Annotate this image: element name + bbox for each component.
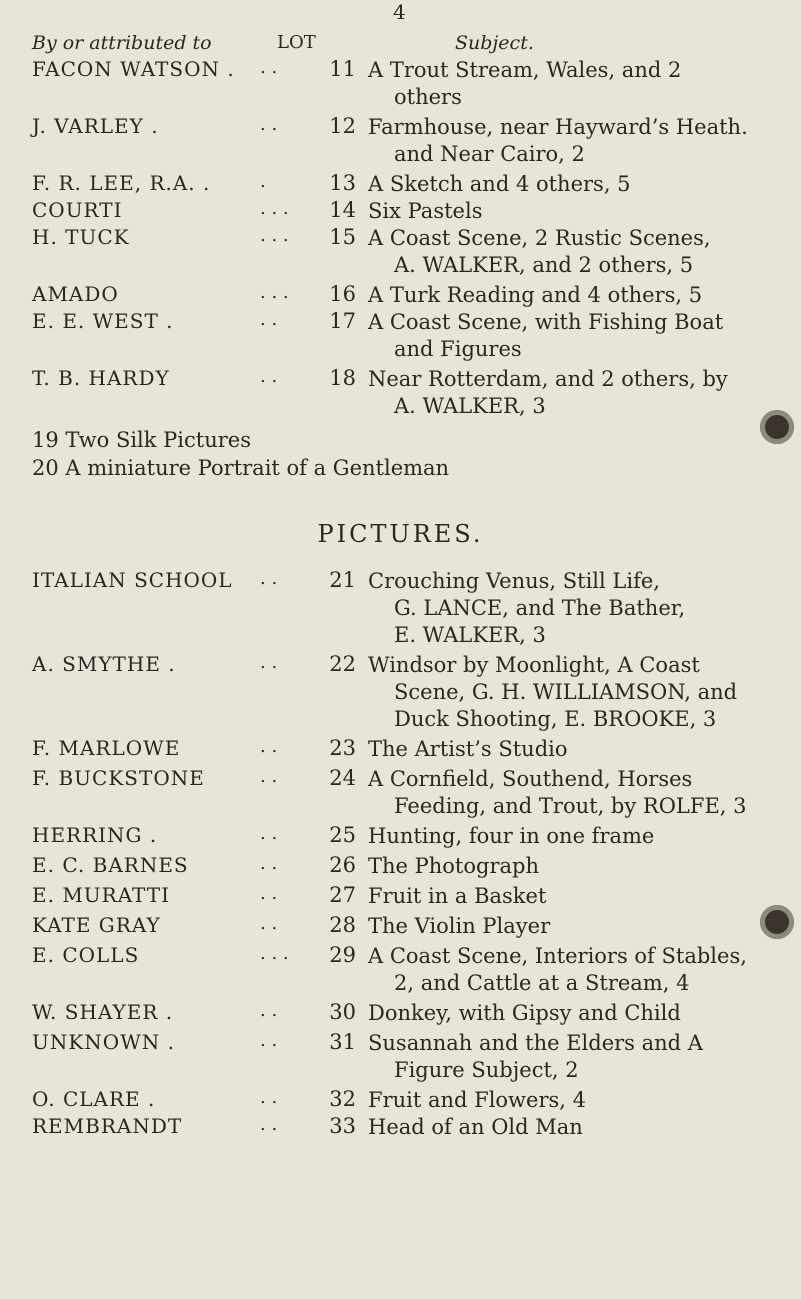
lot-number: 28 [329,913,356,937]
subject-line: A Cornfield, Southend, Horses [368,767,693,791]
lot-artist: FACON WATSON . [32,57,235,81]
lot-subject [368,366,788,420]
subject-line: Head of an Old Man [368,1115,583,1139]
lot-artist: E. C. BARNES [32,853,189,877]
lot-artist: F. BUCKSTONE [32,766,205,790]
lot-number: 32 [329,1087,356,1111]
lot-number: 31 [329,1030,356,1054]
subject-line: Windsor by Moonlight, A Coast [368,653,700,677]
leader-dots: . . [260,57,278,78]
leader-dots: . . [260,1030,278,1051]
lot-subject [368,57,788,111]
leader-dots: . . [260,114,278,135]
header-subject: Subject. [455,32,534,54]
subject-line: A Coast Scene, Interiors of Stables, [368,944,747,968]
subject-line: A Coast Scene, with Fishing Boat [368,310,724,334]
subject-line: A Sketch and 4 others, 5 [368,172,631,196]
lot-subject [368,1000,788,1027]
leader-dots: . . [260,736,278,757]
full-width-lot: 19 Two Silk Pictures [32,428,251,452]
lot-subject [368,943,788,997]
lot-artist: O. CLARE . [32,1087,156,1111]
header-lot: LOT [277,32,316,53]
leader-dots: . . [260,883,278,904]
lot-subject [368,736,788,763]
subject-line: Farmhouse, near Hayward’s Heath. [368,115,748,139]
lot-artist: H. TUCK [32,225,130,249]
leader-dots: . [260,171,266,192]
lot-artist: E. E. WEST . [32,309,174,333]
leader-dots: . . [260,823,278,844]
leader-dots: . . [260,1087,278,1108]
lot-subject [368,1114,788,1141]
subject-line: Feeding, and Trout, by ROLFE, 3 [394,794,747,818]
lot-number: 15 [329,225,356,249]
subject-line: Near Rotterdam, and 2 others, by [368,367,728,391]
lot-subject [368,171,788,198]
full-width-lot: 20 A miniature Portrait of a Gentleman [32,456,450,480]
lot-number: 11 [329,57,356,81]
lot-artist: AMADO [32,282,119,306]
leader-dots: . . [260,652,278,673]
leader-dots: . . . [260,282,289,303]
lot-number: 14 [329,198,356,222]
lot-artist: HERRING . [32,823,158,847]
lot-artist: COURTI [32,198,123,222]
leader-dots: . . [260,766,278,787]
lot-artist: UNKNOWN . [32,1030,175,1054]
lot-number: 16 [329,282,356,306]
leader-dots: . . . [260,198,289,219]
lot-number: 29 [329,943,356,967]
subject-line: E. WALKER, 3 [394,623,546,647]
subject-line: Donkey, with Gipsy and Child [368,1001,681,1025]
lot-number: 17 [329,309,356,333]
subject-line: and Near Cairo, 2 [394,142,585,166]
lot-subject [368,309,788,363]
lot-number: 33 [329,1114,356,1138]
punch-hole-icon [760,410,794,444]
lot-number: 26 [329,853,356,877]
subject-line: Duck Shooting, E. BROOKE, 3 [394,707,717,731]
subject-line: 2, and Cattle at a Stream, 4 [394,971,690,995]
subject-line: A Turk Reading and 4 others, 5 [368,283,703,307]
page-number: 4 [393,0,406,24]
section-title: PICTURES. [317,520,484,548]
lot-number: 22 [329,652,356,676]
leader-dots: . . [260,568,278,589]
subject-line: A. WALKER, 3 [394,394,546,418]
leader-dots: . . [260,913,278,934]
leader-dots: . . [260,366,278,387]
leader-dots: . . . [260,943,289,964]
lot-subject [368,766,788,820]
lot-number: 27 [329,883,356,907]
lot-artist: T. B. HARDY [32,366,170,390]
lot-subject [368,883,788,910]
subject-line: Crouching Venus, Still Life, [368,569,660,593]
lot-artist: F. MARLOWE [32,736,181,760]
subject-line: Susannah and the Elders and A [368,1031,703,1055]
subject-line: Figure Subject, 2 [394,1058,579,1082]
lot-artist: ITALIAN SCHOOL [32,568,233,592]
lot-artist: E. MURATTI [32,883,171,907]
lot-subject [368,1087,788,1114]
lot-subject [368,853,788,880]
subject-line: The Photograph [368,854,539,878]
lot-artist: REMBRANDT [32,1114,183,1138]
lot-subject [368,823,788,850]
lot-subject [368,282,788,309]
lot-artist: A. SMYTHE . [32,652,176,676]
leader-dots: . . . [260,225,289,246]
lot-artist: J. VARLEY . [32,114,159,138]
lot-number: 12 [329,114,356,138]
leader-dots: . . [260,309,278,330]
subject-line: Hunting, four in one frame [368,824,655,848]
punch-hole-icon [760,905,794,939]
lot-number: 18 [329,366,356,390]
subject-line: Six Pastels [368,199,483,223]
leader-dots: . . [260,853,278,874]
lot-artist: KATE GRAY [32,913,161,937]
lot-number: 23 [329,736,356,760]
subject-line: A Coast Scene, 2 Rustic Scenes, [368,226,711,250]
subject-line: others [394,85,462,109]
leader-dots: . . [260,1000,278,1021]
subject-line: A. WALKER, and 2 others, 5 [394,253,694,277]
lot-subject [368,652,788,733]
lot-subject [368,568,788,649]
lot-artist: E. COLLS [32,943,140,967]
lot-number: 21 [329,568,356,592]
lot-number: 30 [329,1000,356,1024]
subject-line: The Artist’s Studio [368,737,568,761]
subject-line: Fruit and Flowers, 4 [368,1088,586,1112]
subject-line: G. LANCE, and The Bather, [394,596,686,620]
leader-dots: . . [260,1114,278,1135]
lot-artist: W. SHAYER . [32,1000,174,1024]
subject-line: A Trout Stream, Wales, and 2 [368,58,682,82]
subject-line: Fruit in a Basket [368,884,547,908]
lot-number: 24 [329,766,356,790]
subject-line: The Violin Player [368,914,551,938]
subject-line: and Figures [394,337,522,361]
lot-subject [368,114,788,168]
lot-subject [368,913,788,940]
subject-line: Scene, G. H. WILLIAMSON, and [394,680,738,704]
lot-artist: F. R. LEE, R.A. . [32,171,211,195]
lot-subject [368,225,788,279]
lot-number: 13 [329,171,356,195]
lot-subject [368,1030,788,1084]
lot-subject [368,198,788,225]
header-attributed: By or attributed to [32,32,212,54]
lot-number: 25 [329,823,356,847]
